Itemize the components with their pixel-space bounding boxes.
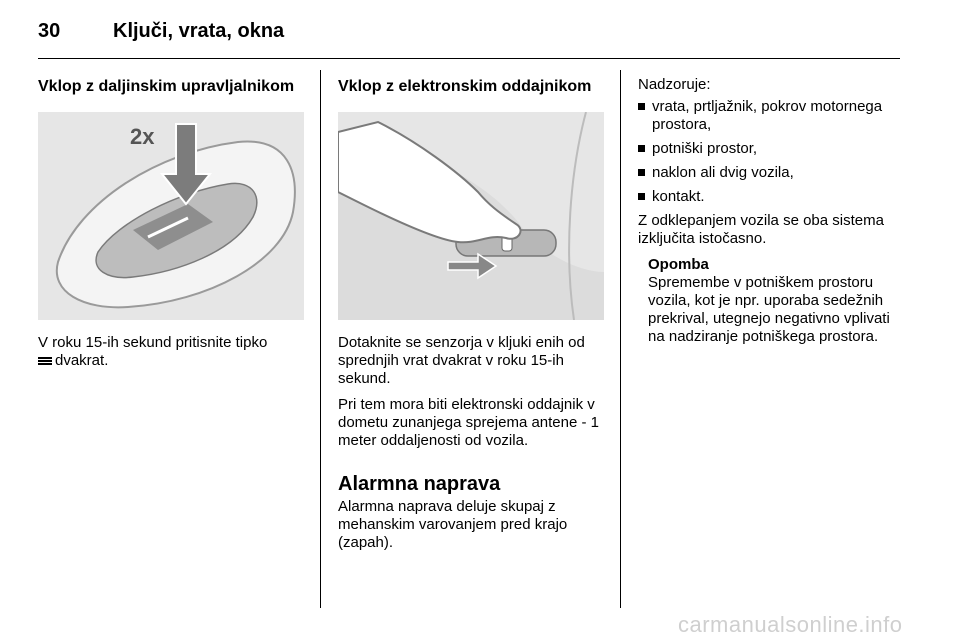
para-remote-suffix: dvakrat. [55,352,109,369]
list-item-text: naklon ali dvig vozila, [652,164,794,181]
note-text: Spremembe v potniškem prostoru vozila, kot je npr. uporaba sedežnih prekrival, utegnejo negativno vplivati na nadziranje potniškega prostora. [648,274,890,345]
alarm-section-title: Alarmna naprava [338,473,501,495]
monitor-intro: Nadzoruje: [638,76,711,93]
page-number: 30 [38,20,61,42]
note-title: Opomba [648,256,709,273]
remote-key-figure [38,112,304,320]
bullet-icon [638,193,645,200]
list-item-text: potniški prostor, [652,140,758,157]
para-transmitter-range: Pri tem mora biti elektronski oddajnik v dometu zunanjega sprejema antene - 1 meter oddaljenosti od vozila. [338,396,600,449]
page-header [38,20,900,44]
monitor-list [638,98,906,206]
door-handle-illustration [338,112,604,320]
bullet-icon [638,103,645,110]
section-heading-transmitter: Vklop z elektronskim oddajnikom [338,78,592,95]
header-rule [38,58,900,59]
list-item [638,164,906,182]
column-divider [620,70,621,608]
list-item-text: vrata, prtljažnik, pokrov motornega prostora, [652,98,883,133]
column-electronic-transmitter [338,76,606,560]
note-box [648,256,906,346]
column-monitoring [638,76,906,346]
para-remote-text: V roku 15-ih sekund pritisnite tipko [38,334,268,351]
bullet-icon [638,145,645,152]
para-disarm: Z odklepanjem vozila se oba sistema izključita istočasno. [638,212,884,247]
door-handle-figure [338,112,604,320]
column-remote-control [38,76,306,378]
list-item [638,140,906,158]
para-alarm-description: Alarmna naprava deluje skupaj z mehanskim varovanjem pred krajo (zapah). [338,498,568,551]
list-item [638,188,906,206]
para-touch-sensor: Dotaknite se senzorja v kljuki enih od sprednjih vrat dvakrat v roku 15-ih sekund. [338,334,585,387]
para-remote-instruction [38,334,306,370]
list-item-text: kontakt. [652,188,705,205]
lock-button-icon [38,356,52,366]
chapter-title: Ključi, vrata, okna [113,20,285,42]
section-heading-remote: Vklop z daljinskim upravljalnikom [38,78,295,95]
figure-label: 2x [130,124,155,149]
remote-key-illustration [38,112,304,320]
list-item [638,98,906,134]
watermark: carmanualsonline.info [678,612,903,637]
bullet-icon [638,169,645,176]
column-divider [320,70,321,608]
